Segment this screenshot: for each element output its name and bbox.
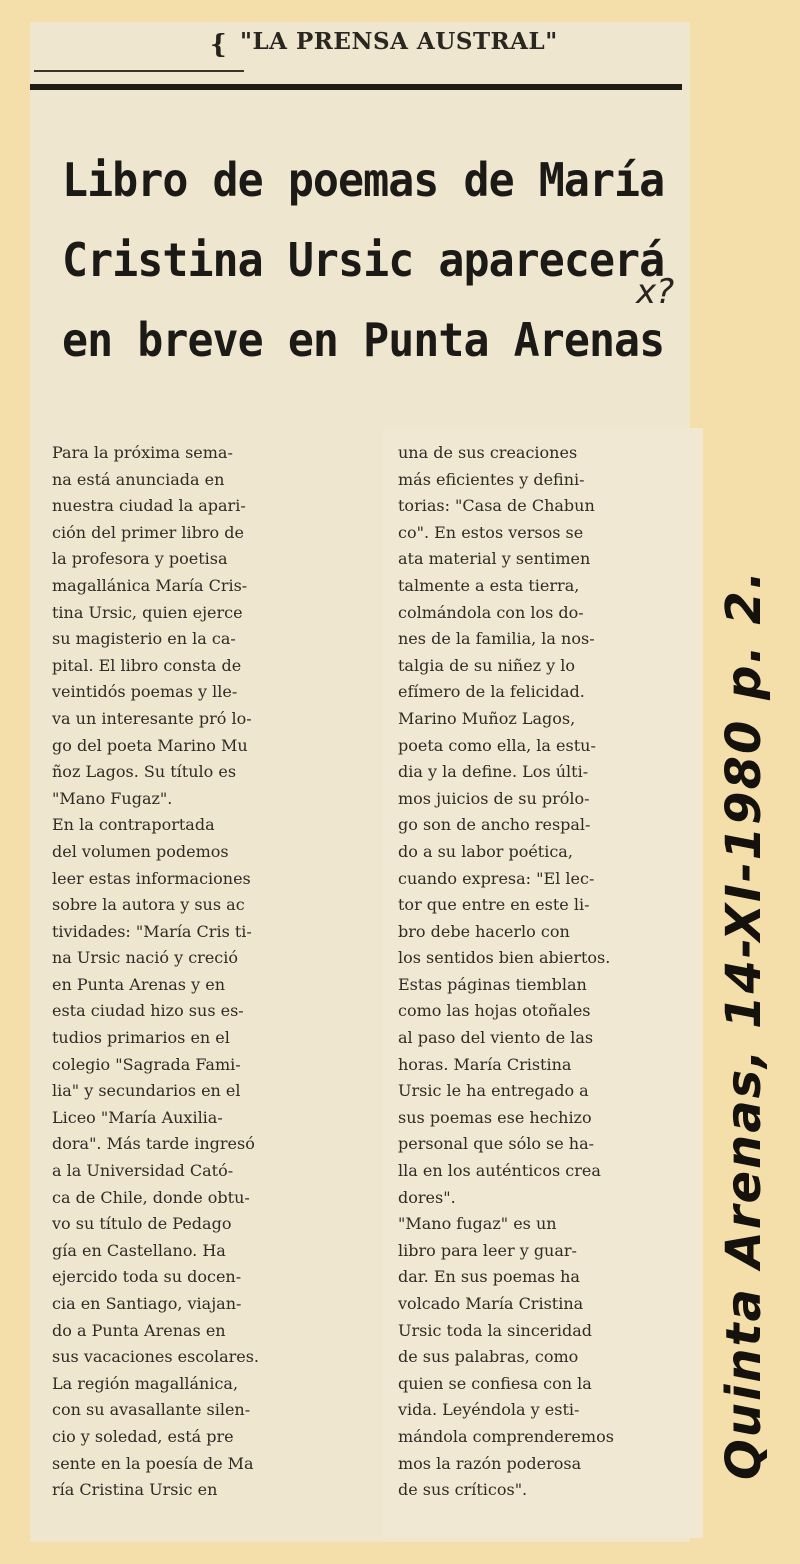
article-line: tudios primarios en el xyxy=(52,1028,230,1048)
article-line: do a su labor poética, xyxy=(398,841,573,861)
article-line: dia y la define. Los últi- xyxy=(398,762,589,782)
article-line: sente en la poesía de Ma xyxy=(52,1453,254,1473)
article-line: va un interesante pró lo- xyxy=(52,708,252,728)
article-line: En la contraportada xyxy=(52,815,215,835)
article-column-left xyxy=(52,440,352,1504)
article-line: talmente a esta tierra, xyxy=(398,575,580,595)
article-line: a la Universidad Cató- xyxy=(52,1161,234,1181)
article-line: colegio "Sagrada Fami- xyxy=(52,1054,241,1074)
article-line: poeta como ella, la estu- xyxy=(398,735,596,755)
article-line: quien se confiesa con la xyxy=(398,1373,592,1393)
headline xyxy=(62,140,664,380)
article-line: Marino Muñoz Lagos, xyxy=(398,708,576,728)
article-line: na Ursic nació y creció xyxy=(52,948,238,968)
article-line: dar. En sus poemas ha xyxy=(398,1267,580,1287)
article-line: cio y soledad, está pre xyxy=(52,1426,234,1446)
article-line: sus vacaciones escolares. xyxy=(52,1347,260,1367)
article-line: como las hojas otoñales xyxy=(398,1001,591,1021)
article-line: los sentidos bien abiertos. xyxy=(398,948,611,968)
article-line: tividades: "María Cris ti- xyxy=(52,921,252,941)
article-line: go son de ancho respal- xyxy=(398,815,591,835)
article-line: Ursic toda la sinceridad xyxy=(398,1320,593,1340)
article-line: vida. Leyéndola y esti- xyxy=(398,1400,580,1420)
article-line: Ursic le ha entregado a xyxy=(398,1081,589,1101)
article-line: del volumen podemos xyxy=(52,841,229,861)
article-column-right xyxy=(398,440,706,1504)
article-line: horas. María Cristina xyxy=(398,1054,572,1074)
article-line: una de sus creaciones xyxy=(398,443,578,462)
headline-line-2: Cristina Ursic aparecerá xyxy=(62,233,665,287)
article-line: cuando expresa: "El lec- xyxy=(398,868,595,888)
article-line: pital. El libro consta de xyxy=(52,655,242,675)
article-line: en Punta Arenas y en xyxy=(52,974,225,994)
article-line: gía en Castellano. Ha xyxy=(52,1240,226,1260)
article-line: go del poeta Marino Mu xyxy=(52,735,248,755)
article-line: cia en Santiago, viajan- xyxy=(52,1294,242,1313)
article-line: mándola comprenderemos xyxy=(398,1426,614,1446)
article-line: lla en los auténticos crea xyxy=(398,1161,601,1181)
article-line: de sus críticos". xyxy=(398,1480,528,1500)
article-line: ata material y sentimen xyxy=(398,549,591,569)
masthead: "LA PRENSA AUSTRAL" xyxy=(240,28,558,55)
article-line: con su avasallante silen- xyxy=(52,1400,251,1420)
article-line: personal que sólo se ha- xyxy=(398,1134,595,1154)
article-line: "Mano fugaz" es un xyxy=(398,1214,557,1234)
article-line: talgia de su niñez y lo xyxy=(398,655,576,675)
article-line: al paso del viento de las xyxy=(398,1028,594,1048)
article-line: leer estas informaciones xyxy=(52,868,251,888)
article-line: Estas páginas tiemblan xyxy=(398,974,587,994)
article-line: efímero de la felicidad. xyxy=(398,682,585,702)
article-line: mos juicios de su prólo- xyxy=(398,788,590,808)
article-line: nes de la familia, la nos- xyxy=(398,629,595,649)
article-line: Para la próxima sema- xyxy=(52,443,233,462)
margin-mark: x? xyxy=(636,272,675,312)
article-line: torias: "Casa de Chabun xyxy=(398,496,595,516)
article-line: mos la razón poderosa xyxy=(398,1453,582,1473)
masthead-rule-thin xyxy=(34,70,244,72)
article-line: vo su título de Pedago xyxy=(52,1214,232,1234)
article-line: do a Punta Arenas en xyxy=(52,1320,226,1340)
article-line: libro para leer y guar- xyxy=(398,1240,577,1260)
article-line: magallánica María Cris- xyxy=(52,575,248,595)
article-line: tor que entre en este li- xyxy=(398,895,590,915)
masthead-mark: { xyxy=(210,30,227,60)
article-line: la profesora y poetisa xyxy=(52,549,228,569)
article-line: ejercido toda su docen- xyxy=(52,1267,242,1287)
article-line: ñoz Lagos. Su título es xyxy=(52,762,237,782)
article-line: volcado María Cristina xyxy=(398,1294,584,1313)
article-line: ría Cristina Ursic en xyxy=(52,1480,218,1500)
article-line: lia" y secundarios en el xyxy=(52,1081,241,1101)
article-line: veintidós poemas y lle- xyxy=(52,682,238,702)
article-line: "Mano Fugaz". xyxy=(52,788,173,808)
article-line: La región magallánica, xyxy=(52,1373,239,1393)
article-line: na está anunciada en xyxy=(52,469,225,489)
article-line: tina Ursic, quien ejerce xyxy=(52,602,243,622)
article-line: colmándola con los do- xyxy=(398,602,584,622)
article-line: nuestra ciudad la apari- xyxy=(52,496,246,516)
article-line: dora". Más tarde ingresó xyxy=(52,1134,255,1154)
article-line: bro debe hacerlo con xyxy=(398,921,570,941)
article-line: esta ciudad hizo sus es- xyxy=(52,1001,244,1021)
masthead-rule-thick xyxy=(30,84,682,90)
article-line: su magisterio en la ca- xyxy=(52,629,236,649)
article-line: Liceo "María Auxilia- xyxy=(52,1107,223,1127)
article-line: sobre la autora y sus ac xyxy=(52,895,245,915)
handwritten-note: Quinta Arenas, 14-XI-1980 p. 2. xyxy=(716,568,772,1480)
headline-line-3: en breve en Punta Arenas xyxy=(62,313,665,367)
headline-line-1: Libro de poemas de María xyxy=(62,153,665,207)
article-line: de sus palabras, como xyxy=(398,1347,579,1367)
article-line: ción del primer libro de xyxy=(52,522,244,542)
article-line: sus poemas ese hechizo xyxy=(398,1107,592,1127)
article-line: más eficientes y defini- xyxy=(398,469,585,489)
article-line: ca de Chile, donde obtu- xyxy=(52,1187,250,1207)
article-line: co". En estos versos se xyxy=(398,522,584,542)
article-line: dores". xyxy=(398,1187,456,1207)
